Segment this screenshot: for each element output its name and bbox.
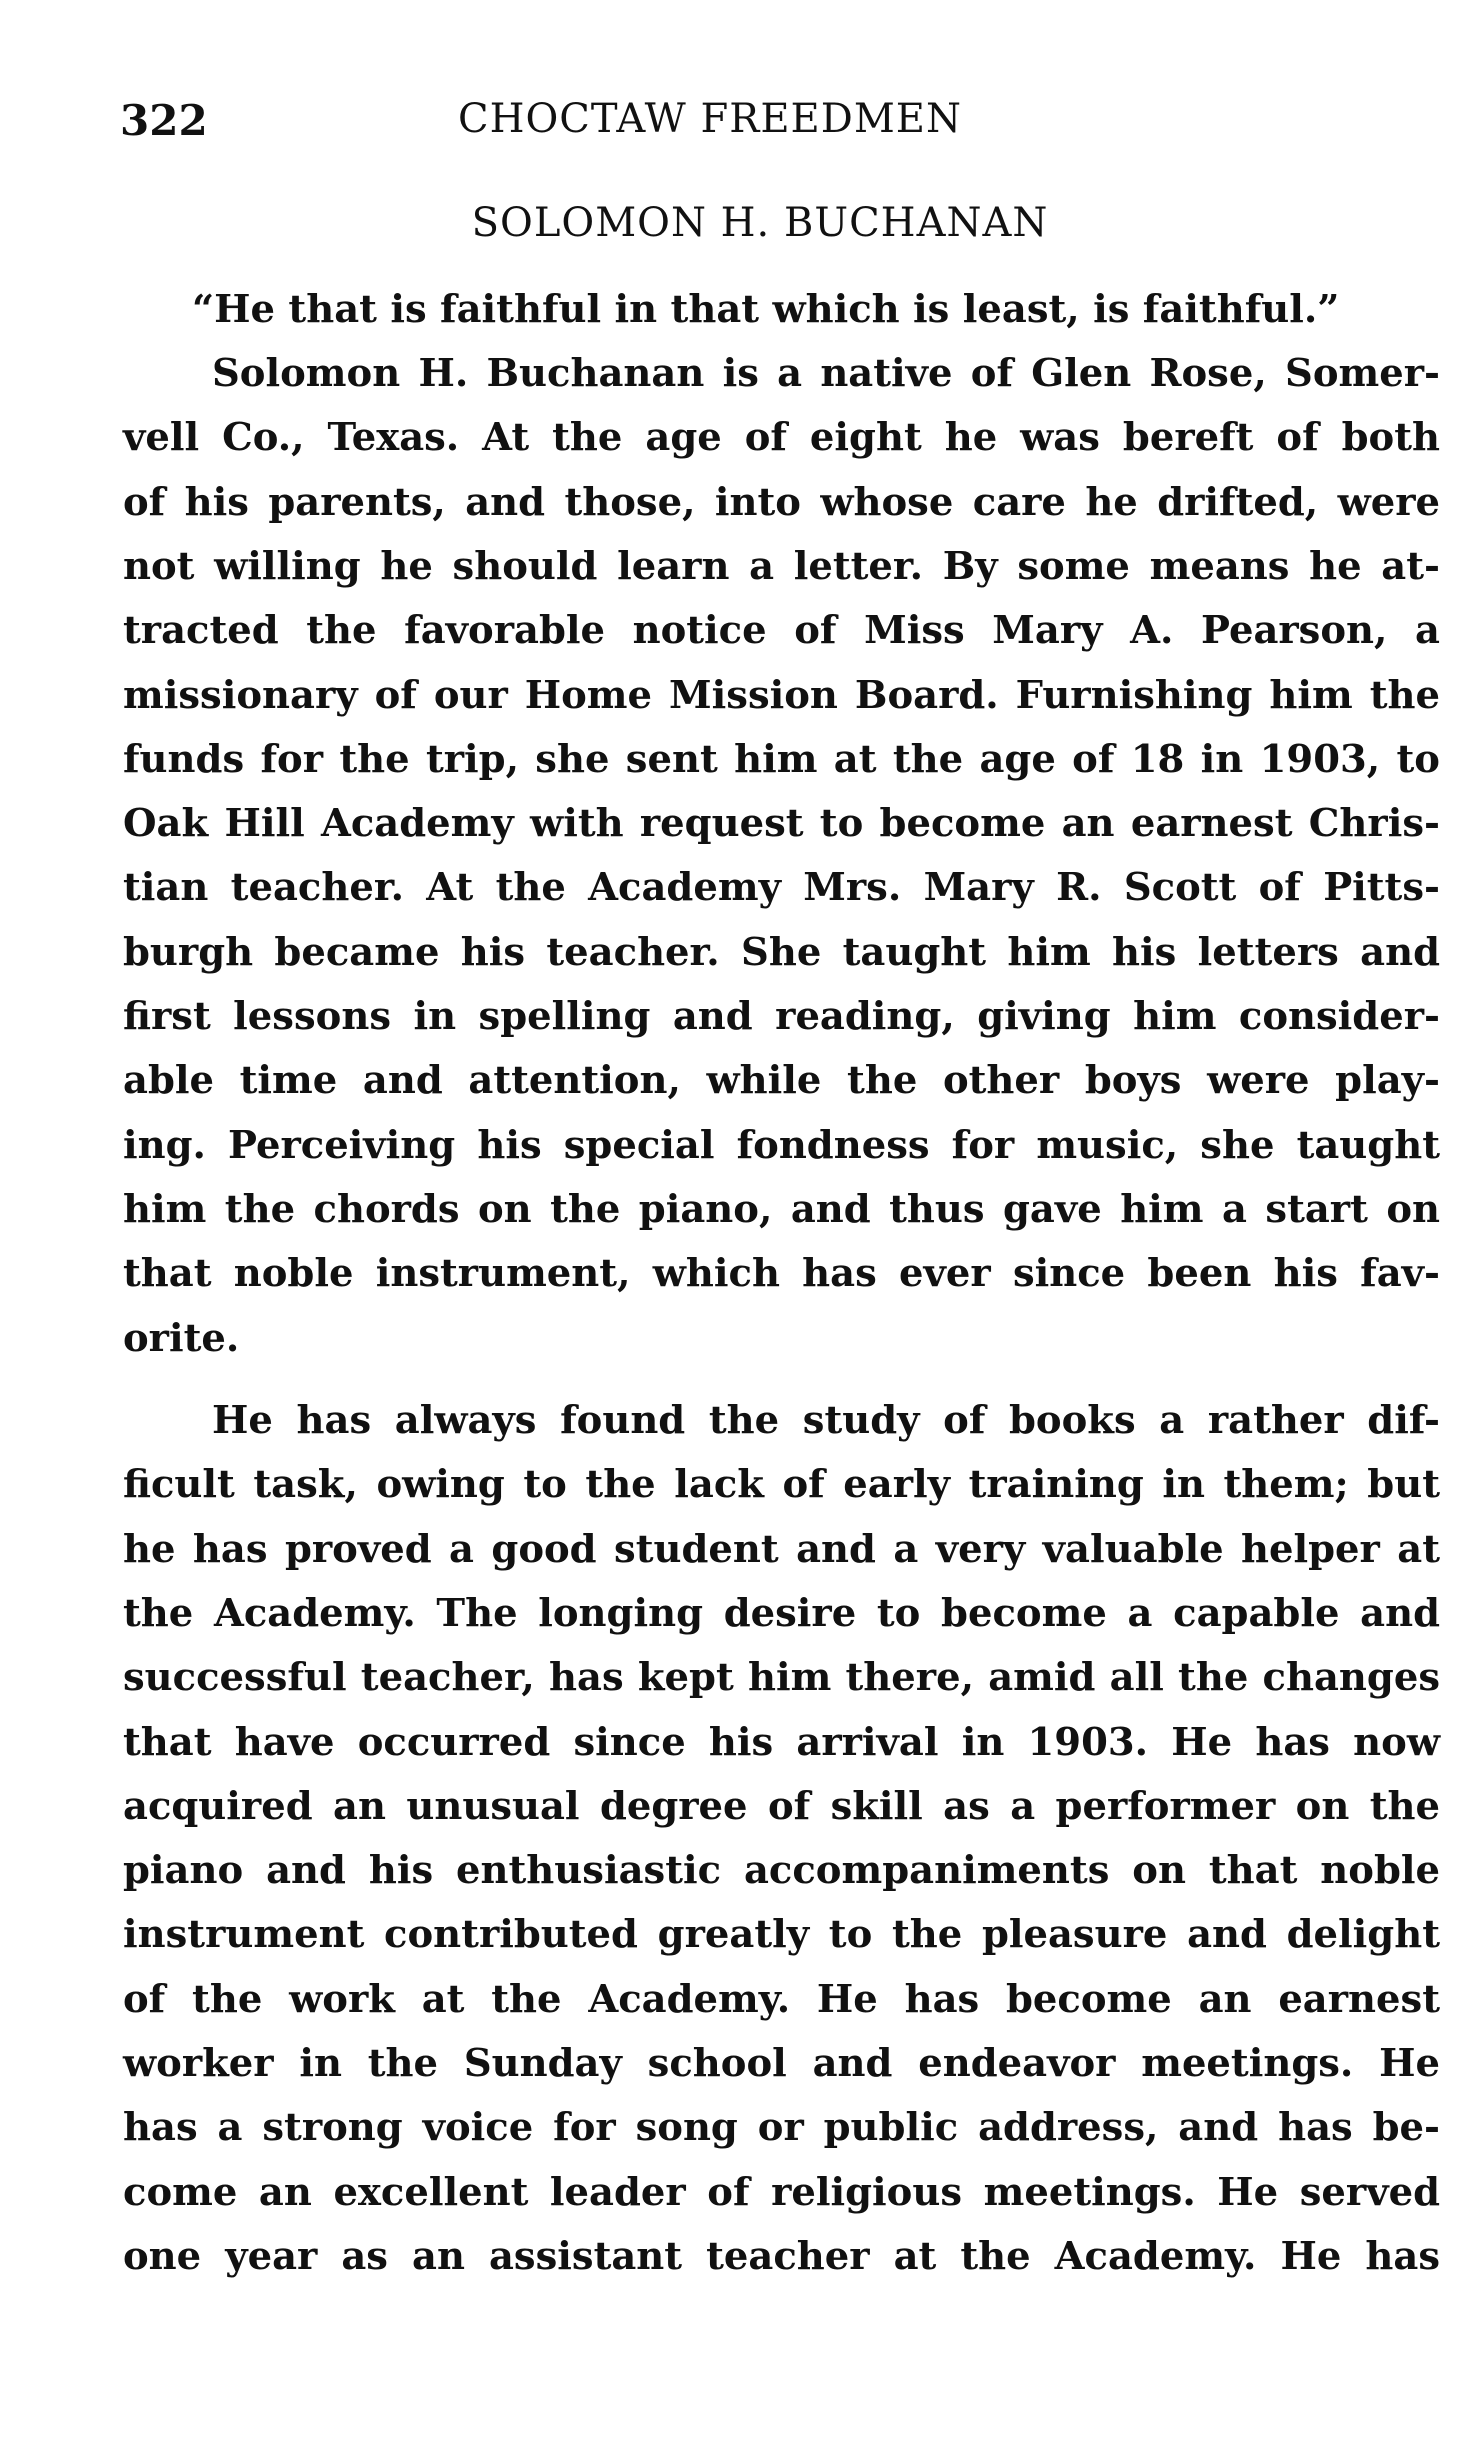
paragraph-line: that have occurred since his arrival in 1903. He has now [123,1719,1440,1765]
paragraph-line: ing. Perceiving his special fondness for music, she taught [123,1122,1440,1168]
paragraph-line: not willing he should learn a letter. By some means he at- [123,543,1440,589]
paragraph-line: acquired an unusual degree of skill as a performer on the [123,1783,1440,1829]
paragraph-line: piano and his enthusiastic accompaniments on that noble [123,1848,1440,1894]
paragraph-line: tracted the favorable notice of Miss Mary A. Pearson, a [123,608,1440,654]
paragraph-line: that noble instrument, which has ever since been his fav- [123,1251,1440,1297]
paragraph-line: burgh became his teacher. She taught him his letters and [123,929,1440,975]
paragraph-line: instrument contributed greatly to the pleasure and delight [123,1912,1440,1958]
epigraph: “He that is faithful in that which is least, is faithful.” [192,287,1340,332]
paragraph-line: missionary of our Home Mission Board. Furnishing him the [123,672,1440,718]
paragraph-line: successful teacher, has kept him there, amid all the changes [123,1655,1440,1701]
paragraph-line: ficult task, owing to the lack of early training in them; but [123,1462,1440,1508]
running-head: CHOCTAW FREEDMEN [458,96,962,142]
paragraph-line: worker in the Sunday school and endeavor meetings. He [123,2041,1440,2086]
paragraph-line: has a strong voice for song or public address, and has be- [123,2105,1440,2151]
paragraph-line: him the chords on the piano, and thus gave him a start on [123,1186,1440,1232]
section-title: SOLOMON H. BUCHANAN [471,200,1049,246]
paragraph-line: first lessons in spelling and reading, giving him consider- [123,994,1440,1039]
page-number: 322 [120,96,208,145]
paragraph-line: come an excellent leader of religious meetings. He served [123,2169,1440,2215]
paragraph-line: he has proved a good student and a very valuable helper at [123,1526,1440,1572]
paragraph-line: tian teacher. At the Academy Mrs. Mary R. Scott of Pitts- [123,865,1440,911]
paragraph-line: Oak Hill Academy with request to become an earnest Chris- [123,801,1440,847]
paragraph-line: Solomon H. Buchanan is a native of Glen Rose, Somer- [212,351,1440,396]
paragraph-line: one year as an assistant teacher at the Academy. He has [123,2233,1440,2279]
paragraph-line: of the work at the Academy. He has become an earnest [123,1976,1440,2022]
paragraph-line: the Academy. The longing desire to become a capable and [123,1590,1440,1636]
paragraph-line: able time and attention, while the other boys were play- [123,1058,1440,1104]
paragraph-line: vell Co., Texas. At the age of eight he was bereft of both [123,415,1440,461]
paragraph-line: funds for the trip, she sent him at the age of 18 in 1903, to [123,736,1440,782]
paragraph-line: of his parents, and those, into whose care he drifted, were [123,479,1440,525]
paragraph-line: He has always found the study of books a rather dif- [212,1398,1440,1443]
paragraph-line: orite. [123,1315,240,1361]
